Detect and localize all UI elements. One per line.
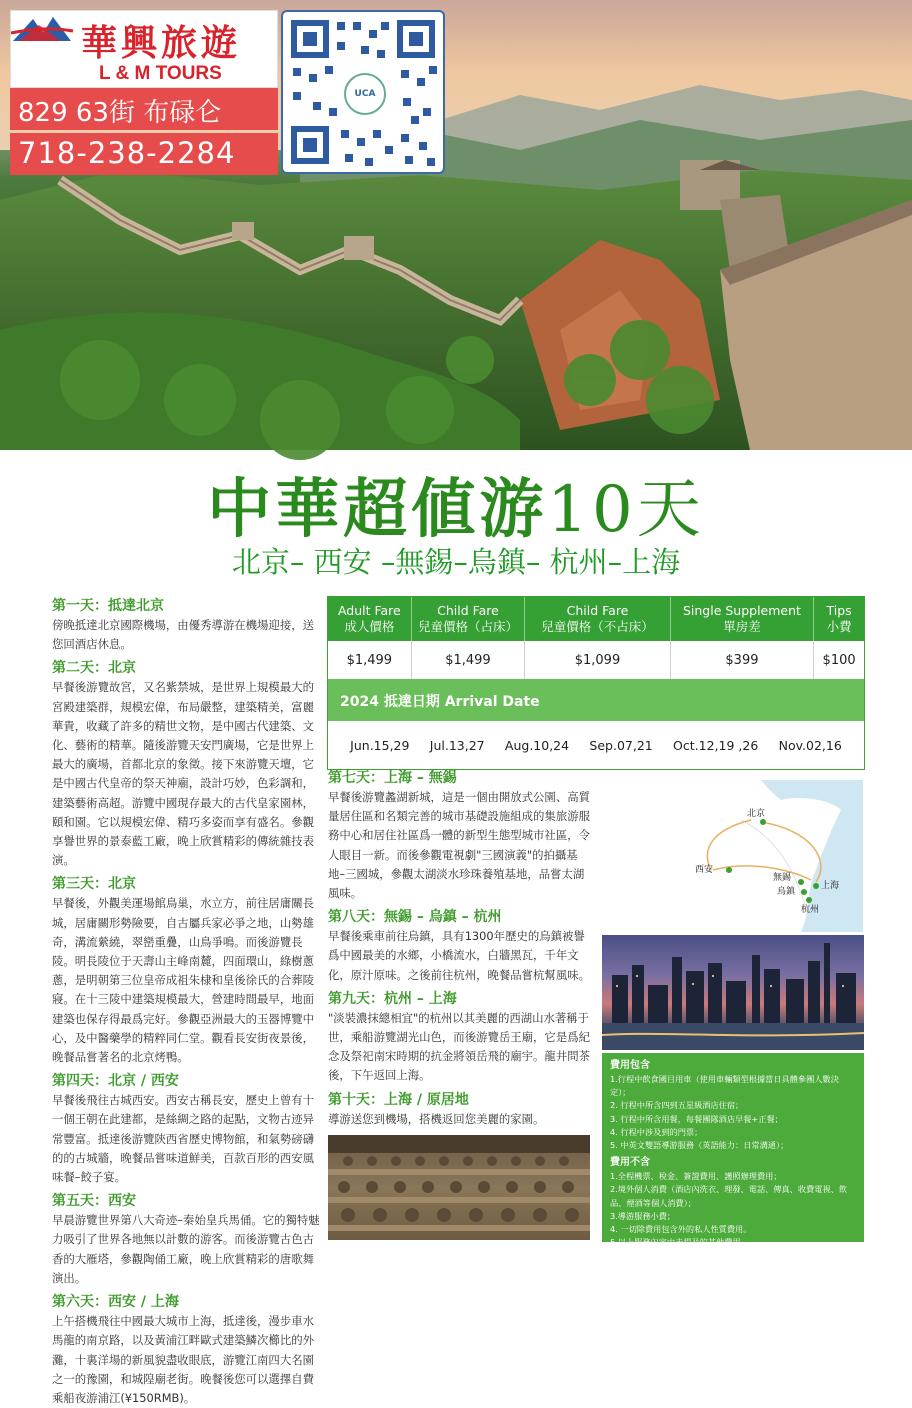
map-label-xian: 西安 [695,865,714,875]
fees-excluded-title: 費用不含 [610,1157,650,1169]
fees-box [602,1053,864,1248]
fees-included-3: 3. 行程中所含用餐，每餐團隊酒店早餐+正餐； [610,1113,783,1124]
fees-excluded-1: 1.全程機票、稅金、簽證費用、護照辦理費用； [610,1171,782,1182]
route-map [601,780,863,932]
header-child-bed [412,597,526,641]
header-adult [328,597,412,641]
day7-title: 第七天：上海 – 無錫 [328,770,457,786]
map-label-hangzhou: 杭州 [801,905,820,915]
header-single [671,597,814,641]
itinerary-middle [328,768,594,1129]
map-label-wuzhen: 烏鎮 [777,887,796,897]
day10-title: 第十天：上海 / 原居地 [328,1091,469,1108]
day5-text: 早晨游覽世界第八大奇迹–秦始皇兵馬俑。它的獨特魅力吸引了世界各地無以計數的游客。而後游覽古色古香的大雁塔，參觀陶俑工廠，晚上欣賞精彩的唐歌舞演出。 [52,1213,320,1285]
header-single-en: Single Supplement [682,603,801,618]
price-table [327,596,865,770]
arrival-dates [328,721,864,769]
day4-title: 第四天：北京 / 西安 [52,1073,179,1090]
day1-title: 第一天：抵達北京 [52,598,164,614]
price-value-row [328,641,864,679]
fees-included-title: 費用包含 [610,1060,650,1071]
map-label-shanghai: 上海 [821,881,840,891]
title-days: 10天 [547,473,705,547]
day2-title: 第二天：北京 [52,660,136,677]
header-tips [814,597,864,641]
map-label-wuxi: 無錫 [773,873,792,883]
fees-included-1: 1.行程中飲食國目用車（使用車輛類型根據當日具體參團人數決定）； [610,1074,839,1098]
header-child-bed-en: Child Fare [437,603,499,618]
terracotta-warriors-photo [328,1135,590,1240]
date-nov: Nov.02,16 [778,737,842,753]
route-subtitle: 北京– 西安 –無錫–烏鎮– 杭州–上海 [231,545,681,579]
logo-mark-icon [11,11,73,47]
date-jul: Jul.13,27 [429,737,485,753]
day3-title: 第三天：北京 [52,876,136,893]
fees-excluded-4: 4. 一切除費用包含外的私人性質費用。 [610,1224,752,1235]
day2-text: 早餐後游覽故宮，又名紫禁城，是世界上規模最大的宮殿建築群，規模宏偉，布局嚴整，建築精美，富麗華貴，收藏了許多的精世文物，是中國古代建築、文化、藝術的精華。隨後游覽天安門廣場，它是世界上最大的廣場，首都北京的象徵。接下來游覽天壇，它是中國古代皇帝的祭天神廟，設計巧妙，色彩調和，建築藝術高超。游覽中國現存最大的古代皇家園林，頤和園。它以規模宏偉、精巧多姿而享有盛名。參觀享譽世界的景泰藍工廠，晚上欣賞精彩的傳統雜技表演。 [52,680,314,868]
title-main: 中華超値游 [207,473,548,547]
day9-text: "淡裝濃抹總相宜"的杭州以其美麗的西湖山水著稱于世，乘船游覽湖光山色，而後游覽岳王廟，它是爲紀念及祭祀南宋時期的抗金將領岳飛的廟宇。龍井問茶後，下午返回上海。 [328,1010,590,1083]
price-header-row [328,597,864,641]
day8-text: 早餐後乘車前往烏鎮，具有1300年歷史的烏鎮被譽爲中國最美的水鄉，小橋流水，白牆黑瓦，千年文化，原汁原味。之後前往杭州，晚餐品嘗杭幫風味。 [328,929,590,982]
header-child-bed-cn: 兒童價格（占床） [417,619,518,634]
header-adult-cn: 成人價格 [344,619,395,634]
qr-badge: UCA [344,73,386,115]
shanghai-skyline-photo [602,935,864,1050]
header-single-cn: 單房差 [723,619,761,634]
brand-name-cn: 華興旅遊 [81,22,242,64]
header-tips-cn: 小費 [826,619,852,634]
address: 829 63街 布碌仑 [10,88,278,130]
brand-name-en: L & M TOURS [99,63,222,84]
price-single: $399 [671,641,814,679]
date-oct: Oct.12,19 ,26 [673,737,759,753]
fees-included-5: 5. 中英文雙語導游服務（英語能力：日常溝通）； [610,1140,789,1151]
header-child-nobed [525,597,670,641]
fees-included-4: 4. 行程中涉及到的門票； [610,1126,703,1137]
day6-text: 上午搭機飛往中國最大城市上海，抵達後，漫步車水馬龍的南京路，以及黃浦江畔歐式建築鱗次櫛比的外灘，十裏洋場的新風貌盡收眼底，游覽江南四大名園之一的豫園，和城隍廟老街。晚餐後您可以選擇自費乘船夜游浦江(¥150RMB)。 [52,1314,314,1405]
arrival-label: 2024 抵達日期 Arrival Date [328,679,864,721]
date-sep: Sep.07,21 [589,737,653,753]
brand-logo-box [10,10,278,88]
day6-title: 第六天：西安 / 上海 [52,1294,179,1311]
date-aug: Aug.10,24 [504,737,570,753]
great-wall-photo [0,0,912,450]
itinerary-left [52,596,320,1408]
header-child-nobed-cn: 兒童價格（不占床） [541,619,654,634]
day8-title: 第八天：無錫 – 烏鎮 – 杭州 [328,909,502,926]
map-label-beijing: 北京 [747,809,766,819]
date-jun: Jun.15,29 [350,737,410,753]
price-tips: $100 [822,652,856,668]
header-adult-en: Adult Fare [337,603,401,618]
day3-text: 早餐後，外觀美運場館鳥巢，水立方，前往居庸關長城，居庸關形勢險要，自古屬兵家必爭之地，山勢雄奇，溝流縈繞，翠巒重疊，山鳥爭鳴。而後游覽長陵。明長陵位于天壽山主峰南麓，四面環山，綠樹蔥蔥，是明朝第三位皇帝成祖朱棣和皇後徐氏的合葬陵寢。在十三陵中建築規模最大，營建時間最早，地面建築也保存得最爲完好。參觀亞洲最大的玉器博覽中心，及中醫藥學的精粹同仁堂。觀看長安街夜景後，晚餐品嘗著名的北京烤鴨。 [52,896,314,1065]
price-child-bed: $1,499 [412,641,526,679]
day10-text: 導游送您到機場，搭機返回您美麗的家園。 [328,1111,545,1126]
main-title [0,458,912,550]
fees-excluded-2: 2.境外個人消費（酒店內洗衣、理發、電話、傳真、收費電視、飲品、煙酒等個人消費）； [610,1184,848,1208]
qr-code[interactable] [281,10,445,174]
fees-included-2: 2. 行程中所含四到五星級酒店住宿； [610,1100,744,1111]
price-adult: $1,499 [328,641,412,679]
day4-text: 早餐後飛往古城西安。西安古稱長安，歷史上曾有十一個王朝在此建都，是絲綢之路的起點，文物古迹异常豐富。抵達後游覽陝西省歷史博物館，和氣勢磅礴的的古城牆，晚餐品嘗味道鮮美，百款百形的西安風味餐–餃子宴。 [52,1093,314,1185]
fees-excluded-3: 3.導游服務小費； [610,1210,676,1221]
day5-title: 第五天：西安 [52,1193,136,1210]
phone-number: 718-238-2284 [10,133,278,175]
route-map-icon [601,780,863,932]
day9-title: 第九天：杭州 – 上海 [328,990,457,1007]
fees-excluded-5: 5.以上服務內容中未提及的其他費用。 [610,1237,749,1248]
day1-text: 傍晚抵達北京國際機場，由優秀導游在機場迎接，送您回酒店休息。 [52,618,314,652]
header-child-nobed-en: Child Fare [566,603,629,618]
price-child-nobed: $1,099 [525,641,670,679]
day7-text: 早餐後游覽蠡湖新城，這是一個由開放式公園、高質量居住區和名類完善的城市基礎設施組成的集旅游服務中心和居住社區爲一體的新型生態型城市社區，令人眼目一新。而後參觀電視劇"三國演義"的拍攝基地–三國城，參觀太湖淡水珍珠養殖基地，品嘗太湖風味。 [328,790,590,901]
header-tips-en: Tips [826,603,852,618]
